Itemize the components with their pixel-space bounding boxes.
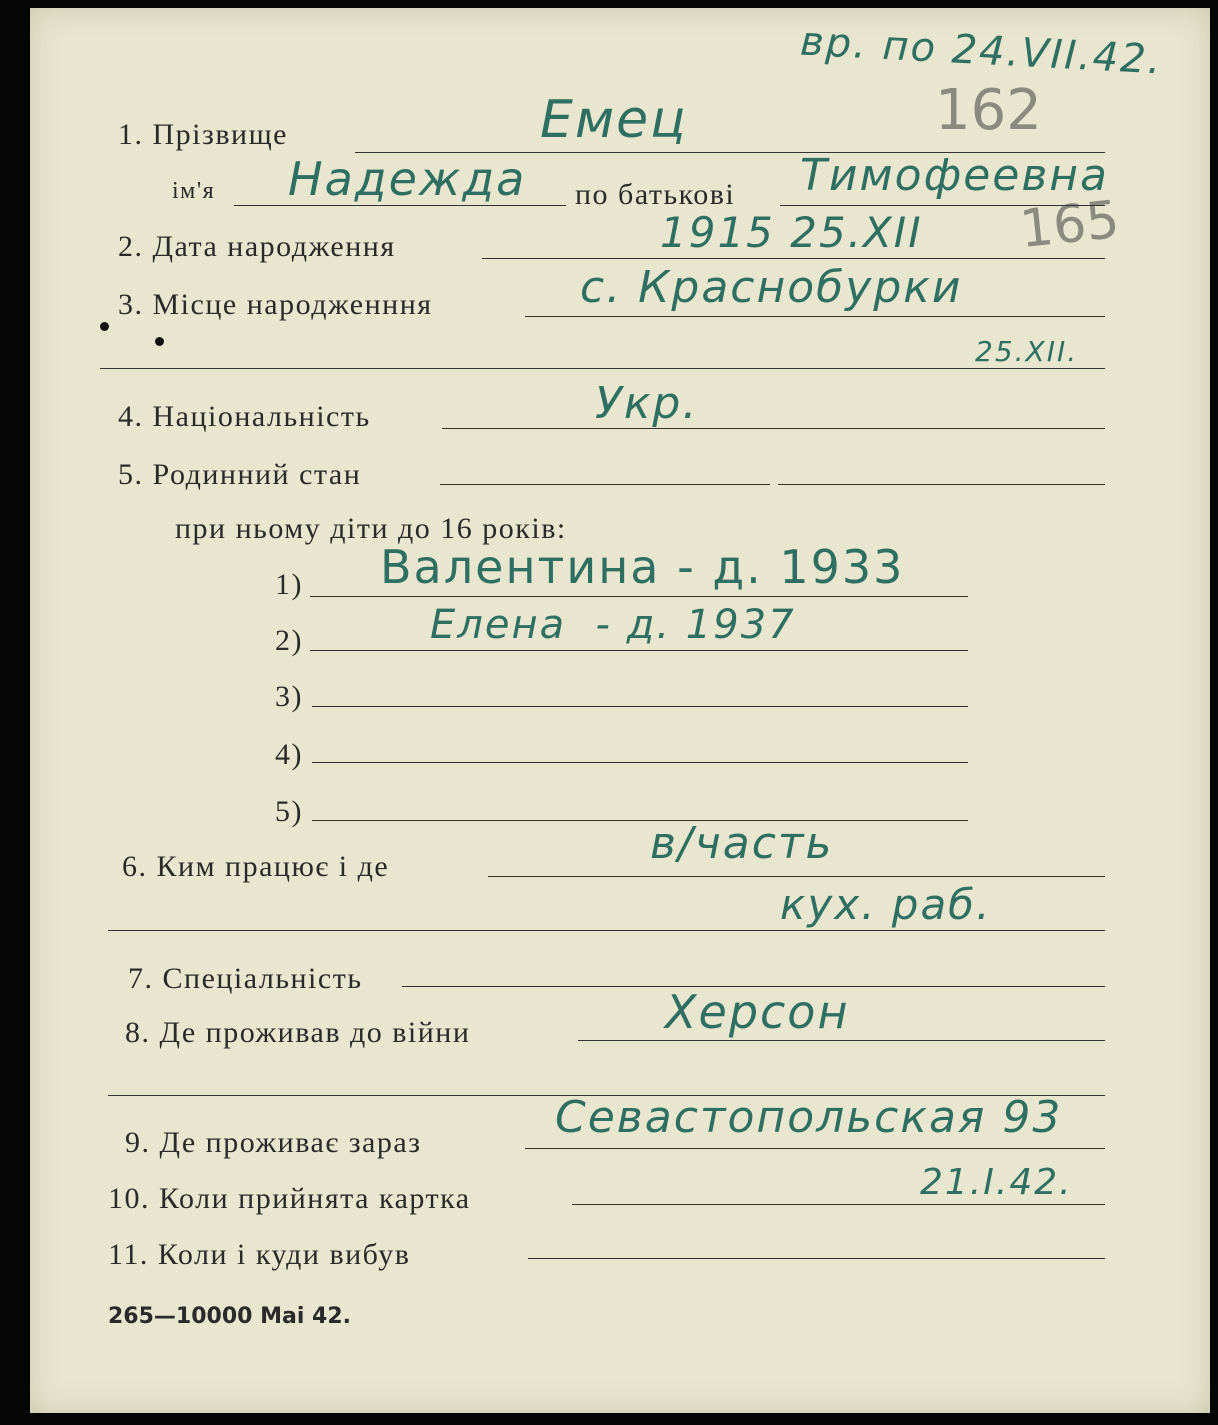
pencil-number-1: 162 (935, 78, 1042, 143)
birth-place-line-2 (100, 368, 1105, 369)
card-accepted-value: 21.I.42. (920, 1162, 1073, 1203)
specialty-label: 7. Спеціальність (128, 962, 363, 995)
child-3-num: 3) (275, 680, 303, 713)
child-1-line (310, 596, 968, 597)
nationality-line (442, 428, 1105, 429)
marital-status-line (440, 484, 770, 485)
birth-date-value: 1915 25.XII (660, 208, 923, 257)
child-1-value: Валентина - д. 1933 (380, 540, 905, 594)
marital-status-line-2 (778, 484, 1105, 485)
current-residence-line (525, 1148, 1105, 1149)
prewar-residence-label: 8. Де проживав до війни (125, 1016, 471, 1049)
birth-place-line (525, 316, 1105, 317)
work-line-2 (108, 930, 1105, 931)
work-label: 6. Ким працює і де (122, 850, 390, 883)
prewar-residence-line (578, 1040, 1105, 1041)
child-1-num: 1) (275, 568, 303, 601)
prewar-residence-value: Херсон (665, 985, 850, 1039)
birth-date-label: 2. Дата народження (118, 230, 396, 263)
departed-line (528, 1258, 1105, 1259)
child-2-value: Елена - д. 1937 (430, 602, 796, 648)
children-label: при ньому діти до 16 років: (175, 512, 567, 545)
birth-place-value: с. Краснобурки (580, 262, 963, 313)
work-value-2: кух. раб. (780, 880, 992, 929)
current-residence-label: 9. Де проживає зараз (125, 1126, 422, 1159)
child-3-line (312, 706, 968, 707)
work-value: в/часть (650, 818, 834, 869)
name-label: ім'я (172, 178, 216, 204)
work-line (488, 876, 1105, 877)
card-accepted-label: 10. Коли прийнята картка (108, 1182, 471, 1215)
punch-hole-1 (100, 322, 109, 331)
child-2-num: 2) (275, 624, 303, 657)
departed-label: 11. Коли і куди вибув (108, 1238, 411, 1271)
card-accepted-line (572, 1204, 1105, 1205)
nationality-value: Укр. (595, 378, 699, 429)
patronymic-value: Тимофеевна (800, 150, 1110, 201)
child-5-num: 5) (275, 795, 303, 828)
child-2-line (310, 650, 968, 651)
header-note: вр. по 24.VII.42. (799, 18, 1164, 84)
child-4-line (312, 762, 968, 763)
patronymic-line (780, 205, 1105, 206)
child-4-num: 4) (275, 738, 303, 771)
patronymic-label: по батькові (575, 178, 736, 211)
surname-label: 1. Прізвище (118, 118, 288, 151)
punch-hole-2 (155, 337, 164, 346)
surname-value: Емец (540, 90, 688, 150)
name-value: Надежда (288, 152, 527, 206)
birth-place-label: 3. Місце народженння (118, 288, 433, 321)
nationality-label: 4. Національність (118, 400, 371, 433)
current-residence-value: Севастопольская 93 (555, 1092, 1063, 1143)
birth-place-extra: 25.XII. (975, 335, 1079, 368)
child-5-line (312, 820, 968, 821)
marital-status-label: 5. Родинний стан (118, 458, 362, 491)
birth-date-line (482, 258, 1105, 259)
pencil-number-2: 165 (1017, 189, 1123, 261)
footer-print: 265—10000 Mai 42. (108, 1304, 352, 1329)
